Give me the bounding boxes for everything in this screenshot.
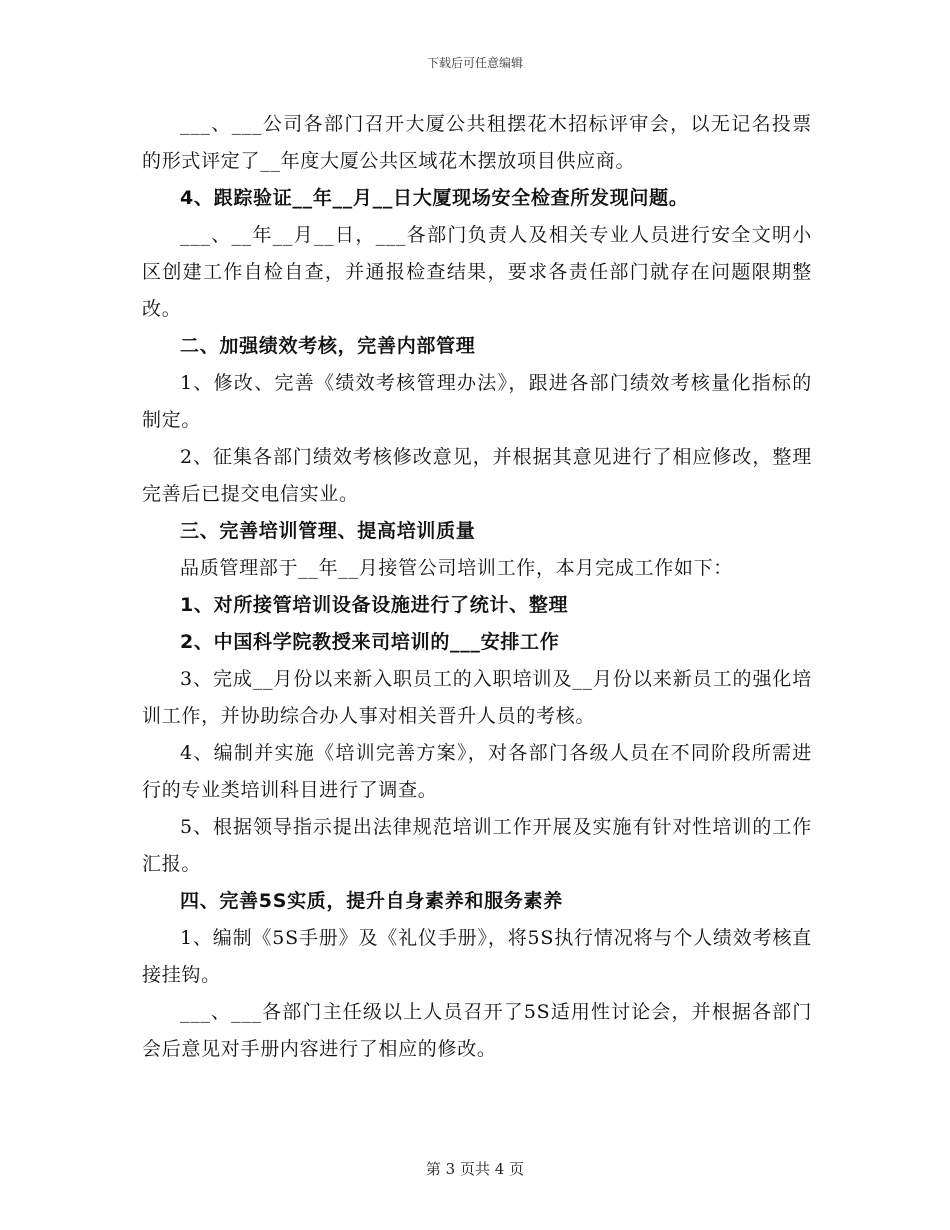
paragraph-11: 3、完成__月份以来新入职员工的入职培训及__月份以来新员工的强化培训工作，并协助综合办人事对相关晋升人员的考核。 <box>142 668 812 727</box>
section-3-heading: 三、完善培训管理、提高培训质量 <box>180 520 476 542</box>
paragraph-13: 5、根据领导指示提出法律规范培训工作开展及实施有针对性培训的工作汇报。 <box>142 816 812 875</box>
paragraph-16: ___、___各部门主任级以上人员召开了5S适用性讨论会，并根据各部门会后意见对手册内容进行了相应的修改。 <box>142 1001 812 1060</box>
section-4-heading: 四、完善5S实质，提升自身素养和服务素养 <box>180 890 563 912</box>
paragraph-6: 2、征集各部门绩效考核修改意见，并根据其意见进行了相应修改，整理完善后已提交电信实业。 <box>142 446 812 505</box>
paragraph-12: 4、编制并实施《培训完善方案》，对各部门各级人员在不同阶段所需进行的专业类培训科目进行了调查。 <box>142 742 812 801</box>
page-header: 下载后可任意编辑 <box>426 56 523 70</box>
training-item-2-heading: 2、中国科学院教授来司培训的___安排工作 <box>180 631 560 653</box>
paragraph-8: 品质管理部于__年__月接管公司培训工作，本月完成工作如下： <box>180 557 734 579</box>
section-item-4-heading: 4、跟踪验证__年__月__日大厦现场安全检查所发现问题。 <box>180 187 689 209</box>
page-footer: 第 3 页共 4 页 <box>425 1160 525 1178</box>
section-2-heading: 二、加强绩效考核，完善内部管理 <box>180 335 476 357</box>
paragraph-5: 1、修改、完善《绩效考核管理办法》，跟进各部门绩效考核量化指标的制定。 <box>142 372 812 431</box>
training-item-1-heading: 1、对所接管培训设备设施进行了统计、整理 <box>180 594 569 616</box>
paragraph-15: 1、编制《5S手册》及《礼仪手册》，将5S执行情况将与个人绩效考核直接挂钩。 <box>142 927 812 986</box>
paragraph-3: ___、__年__月__日，___各部门负责人及相关专业人员进行安全文明小区创建工作自检自查，并通报检查结果，要求各责任部门就存在问题限期整改。 <box>142 224 812 320</box>
paragraph-1: ___、___公司各部门召开大厦公共租摆花木招标评审会，以无记名投票的形式评定了__年度大厦公共区域花木摆放项目供应商。 <box>142 113 812 172</box>
document-body <box>142 106 812 1068</box>
